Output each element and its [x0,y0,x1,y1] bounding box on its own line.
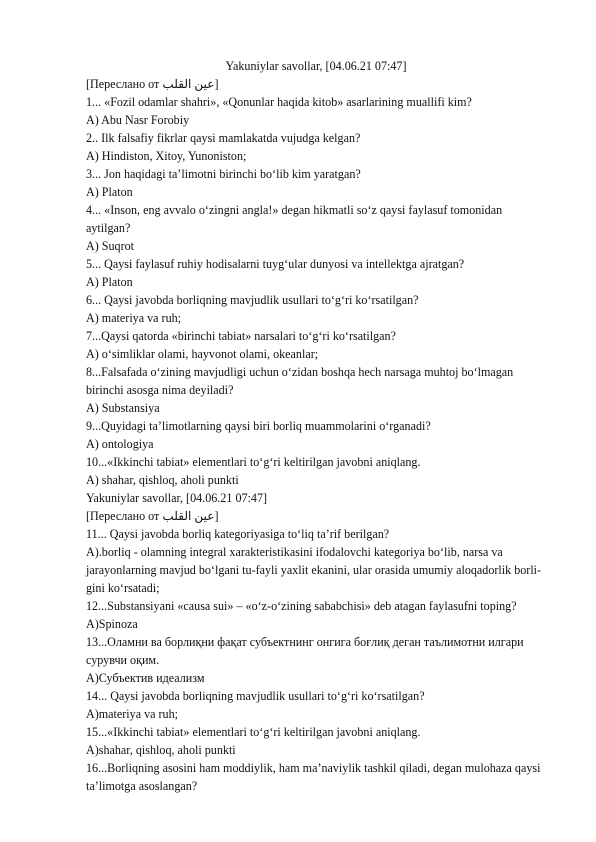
answer-11: A).borliq - olamning integral xarakteristikasini ifodalovchi kategoriya bo‘lib, narsa va jarayonlarning mavjud bo‘lgani tu-fayli yaxlit ekanini, ular orasida umumiy aloqadorlik borli-gini ko‘rsatadi; [86,545,542,595]
question-4: 4... «Inson, eng avvalo o‘zingni angla!» degan hikmatli so‘z qaysi faylasuf tomonidan aytilgan? [86,203,503,235]
question-9: 9...Quyidagi ta’limotlarning qaysi biri borliq muammolarini o‘rganadi? [86,419,431,433]
question-15: 15...«Ikkinchi tabiat» elementlari to‘g‘ri keltirilgan javobni aniqlang. [86,725,421,739]
forward-note: [Переслано от عين القلب] [86,509,219,523]
answer-13: А)Субъектив идеализм [86,671,205,685]
question-16: 16...Borliqning asosini ham moddiylik, ham ma’naviylik tashkil qiladi, degan mulohaza qaysi ta’limotga asoslangan? [86,761,541,793]
question-6: 6... Qaysi javobda borliqning mavjudlik usullari to‘g‘ri ko‘rsatilgan? [86,293,419,307]
question-13: 13...Оламни ва борлиқни фақат субъектнинг онгига боғлиқ деган таълимотни илгари сурувчи оқим. [86,635,524,667]
answer-9: A) ontologiya [86,437,154,451]
question-10: 10...«Ikkinchi tabiat» elementlari to‘g‘ri keltirilgan javobni aniqlang. [86,455,421,469]
answer-10: A) shahar, qishloq, aholi punkti [86,473,239,487]
answer-5: A) Platon [86,275,133,289]
question-12: 12...Substansiyani «causa sui» – «o‘z-o‘zining sababchisi» deb atagan faylasufni toping? [86,599,517,613]
question-5: 5... Qaysi faylasuf ruhiy hodisalarni tuyg‘ular dunyosi va intellektga ajratgan? [86,257,465,271]
answer-14: A)materiya va ruh; [86,707,179,721]
answer-12: A)Spinoza [86,617,138,631]
question-1: 1... «Fozil odamlar shahri», «Qonunlar haqida kitob» asarlarining muallifi kim? [86,95,472,109]
answer-15: A)shahar, qishloq, aholi punkti [86,743,236,757]
question-7: 7...Qaysi qatorda «birinchi tabiat» narsalari to‘g‘ri ko‘rsatilgan? [86,329,396,343]
answer-1: A) Abu Nasr Forobiy [86,113,190,127]
document-title: Yakuniylar savollar, [04.06.21 07:47] [225,59,407,73]
section-header: Yakuniylar savollar, [04.06.21 07:47] [86,491,268,505]
answer-2: A) Hindiston, Xitoy, Yunoniston; [86,149,247,163]
question-3: 3... Jon haqidagi ta’limotni birinchi bo‘lib kim yaratgan? [86,167,361,181]
question-2: 2.. Ilk falsafiy fikrlar qaysi mamlakatda vujudga kelgan? [86,131,361,145]
answer-8: A) Substansiya [86,401,160,415]
question-8: 8...Falsafada o‘zining mavjudligi uchun o‘zidan boshqa hech narsaga muhtoj bo‘lmagan birinchi asosga nima deyiladi? [86,365,514,397]
forward-note: [Переслано от عين القلب] [86,77,219,91]
document-body [86,57,546,795]
answer-6: A) materiya va ruh; [86,311,182,325]
question-11: 11... Qaysi javobda borliq kategoriyasiga to‘liq ta’rif berilgan? [86,527,390,541]
answer-7: A) o‘simliklar olami, hayvonot olami, okeanlar; [86,347,319,361]
question-14: 14... Qaysi javobda borliqning mavjudlik usullari to‘g‘ri ko‘rsatilgan? [86,689,425,703]
answer-4: A) Suqrot [86,239,135,253]
answer-3: A) Platon [86,185,133,199]
